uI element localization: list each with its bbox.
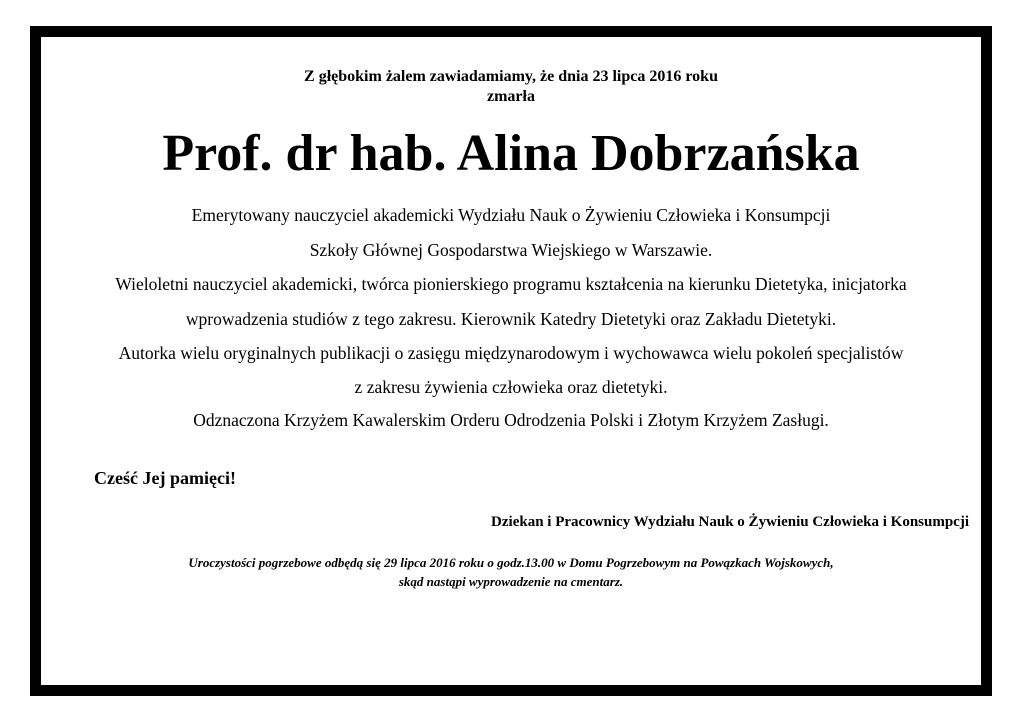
obituary-frame [30,26,992,696]
bio-line-7: Odznaczona Krzyżem Kawalerskim Orderu Odrodzenia Polski i Złotym Krzyżem Zasługi. [193,410,829,430]
bio-line-1: Emerytowany nauczyciel akademicki Wydziału Nauk o Żywieniu Człowieka i Konsumpcji [191,205,831,225]
signature-text: Dziekan i Pracownicy Wydziału Nauk o Żywieniu Człowieka i Konsumpcji [491,514,969,530]
bio-line-2: Szkoły Głównej Gospodarstwa Wiejskiego w Warszawie. [309,240,713,260]
deceased-name: Prof. dr hab. Alina Dobrzańska [162,125,860,182]
bio-line-4: wprowadzenia studiów z tego zakresu. Kierownik Katedry Dietetyki oraz Zakładu Dietetyki. [185,309,837,329]
bio-line-6: z zakresu żywienia człowieka oraz dietetyki. [354,377,668,397]
bio-line-3: Wieloletni nauczyciel akademicki, twórca pionierskiego programu kształcenia na kierunku Dietetyka, inicjatorka [115,274,907,294]
farewell-text: Cześć Jej pamięci! [94,468,236,488]
intro-line-2: zmarła [487,88,535,105]
funeral-info-line-1: Uroczystości pogrzebowe odbędą się 29 lipca 2016 roku o godz.13.00 w Domu Pogrzebowym na Powązkach Wojskowych, [188,555,834,570]
intro-line-1: Z głębokim żalem zawiadamiamy, że dnia 23 lipca 2016 roku [304,68,718,85]
bio-line-5: Autorka wielu oryginalnych publikacji o zasięgu międzynarodowym i wychowawca wielu pokoleń specjalistów [118,343,904,363]
funeral-info-line-2: skąd nastąpi wyprowadzenie na cmentarz. [398,574,624,589]
